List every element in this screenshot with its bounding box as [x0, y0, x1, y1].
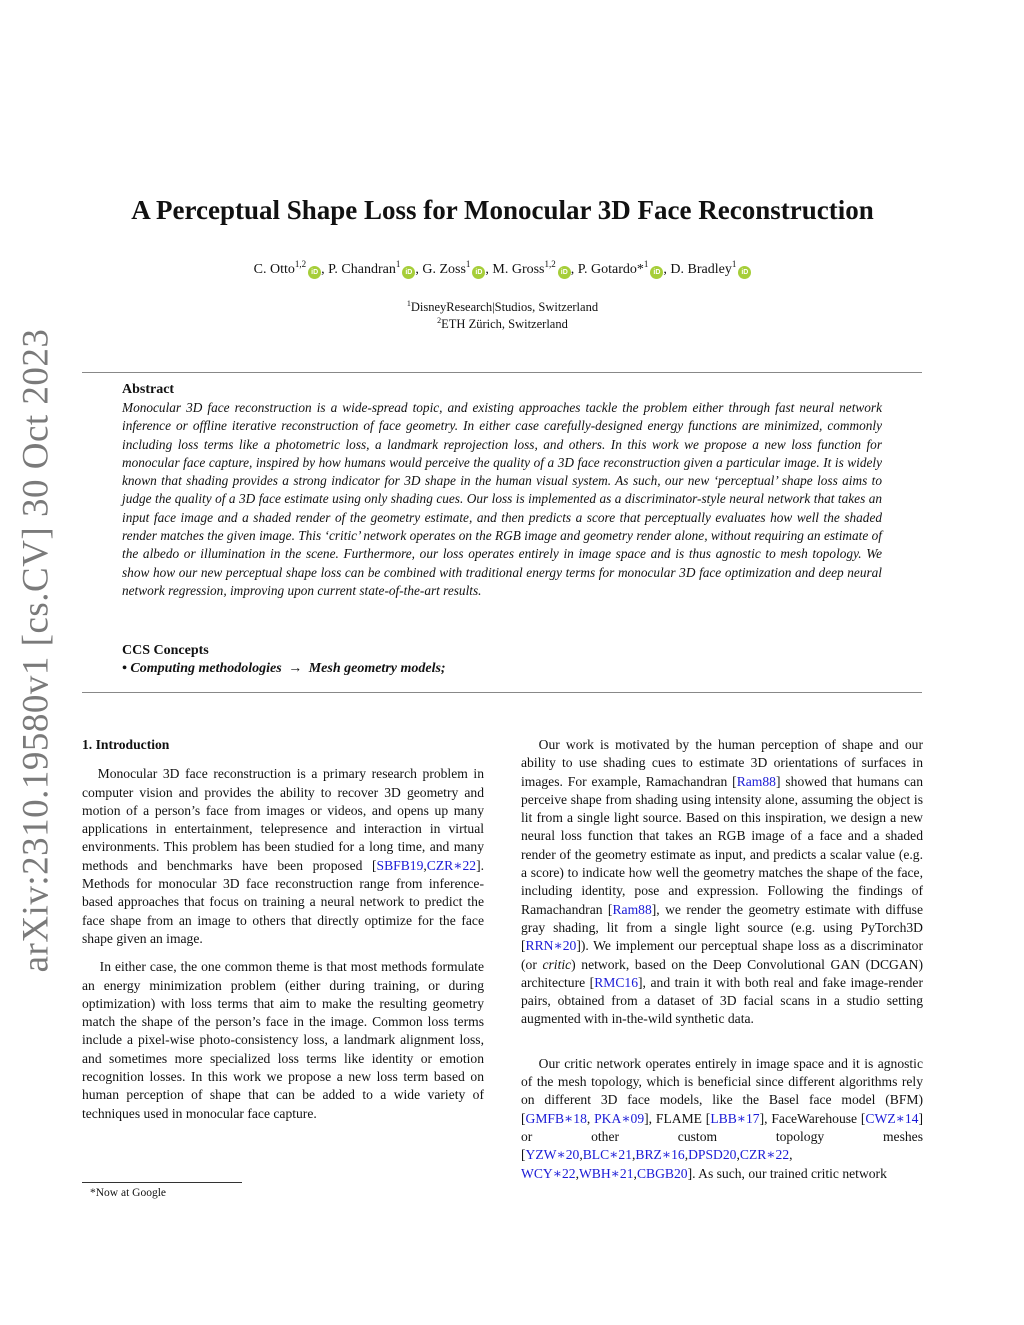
citation-link[interactable]: BLC∗21 [582, 1147, 633, 1163]
arxiv-id-text: arXiv:2310.19580v1 [cs.CV] 30 Oct 2023 [15, 328, 57, 972]
body-text: ], FLAME [ [644, 1110, 711, 1126]
abstract-heading: Abstract [122, 382, 175, 397]
ccs-category: Computing methodologies [130, 661, 282, 676]
citation-link[interactable]: BRZ∗16 [635, 1147, 685, 1163]
citation-link[interactable]: PKA∗09 [594, 1110, 645, 1126]
body-text: , [684, 1147, 689, 1163]
body-text: ], we render the geometry estimate with diffuse gray shading, lit from a single light source (e.g. using PyTorch3D [ [521, 901, 924, 954]
paper-title: A Perceptual Shape Loss for Monocular 3D Face Reconstruction [131, 195, 874, 225]
body-text: , [789, 1147, 793, 1163]
citation-link[interactable]: YZW∗20 [525, 1147, 580, 1163]
citation-link[interactable]: DPSD20 [688, 1147, 737, 1163]
arxiv-watermark [6, 328, 66, 972]
citation-link[interactable]: WBH∗21 [578, 1165, 634, 1181]
abstract-divider [82, 692, 922, 693]
body-text: ] or other custom topology meshes [ [521, 1110, 923, 1163]
citation-link[interactable]: Ram88 [736, 773, 776, 789]
emphasis-text: critic [542, 956, 572, 972]
intro-paragraph-4 [521, 1055, 923, 1183]
body-text: In either case, the one common theme is that most methods formulate an energy minimization problem (either during training, or during optimization) with loss terms that aim to make the resulting geometry match the shape of the person’s face in the image. Common loss terms include a pixel-wise photo-consistency loss, a landmark alignment loss, and sometimes more specialized loss terms like identity or emotion recognition losses. In this work we propose a new loss term based on human perception of shape that can be added to a wide variety of techniques used in monocular face capture. [82, 959, 484, 1121]
citation-link[interactable]: Ram88 [612, 901, 652, 917]
citation-link[interactable]: WCY∗22 [521, 1165, 576, 1181]
ccs-bullet: • [122, 661, 127, 676]
author-name: P. Gotardo* [577, 262, 644, 277]
author-separator: , [321, 262, 329, 277]
orcid-icon[interactable]: iD [738, 266, 751, 279]
body-text: , [575, 1165, 579, 1181]
body-text: , [586, 1110, 595, 1126]
author-name: D. Bradley [670, 262, 732, 277]
body-text: , [423, 857, 427, 873]
orcid-icon[interactable]: iD [472, 266, 485, 279]
section-heading: 1. Introduction [82, 737, 170, 752]
author-affiliation-mark: 1 [731, 259, 737, 269]
ccs-heading: CCS Concepts [122, 643, 209, 658]
left-column [82, 736, 484, 1133]
header-divider [82, 372, 922, 373]
body-text: , [632, 1147, 636, 1163]
author-list [80, 260, 925, 280]
orcid-icon[interactable]: iD [308, 266, 321, 279]
citation-link[interactable]: CBGB20 [636, 1165, 688, 1181]
intro-paragraph-2 [82, 958, 484, 1123]
ccs-arrow: → [288, 661, 303, 676]
author-affiliation-mark: 1 [395, 259, 401, 269]
citation-link[interactable]: CZR∗22 [426, 857, 477, 873]
citation-link[interactable]: RMC16 [594, 974, 639, 990]
affiliation-text: DisneyResearch|Studios, Switzerland [410, 300, 599, 314]
author-affiliation-mark: 1 [465, 259, 471, 269]
orcid-icon[interactable]: iD [402, 266, 415, 279]
orcid-icon[interactable]: iD [558, 266, 571, 279]
orcid-icon[interactable]: iD [650, 266, 663, 279]
footnote-divider [82, 1182, 242, 1183]
body-text: , [736, 1147, 740, 1163]
affiliation-list [80, 299, 925, 333]
citation-link[interactable]: RRN∗20 [525, 938, 577, 954]
author-name: C. Otto [253, 262, 295, 277]
body-text: ], and train it with both real and fake image-render pairs, obtained from a dataset of 3D facial scans in a studio setting augmented with in-the-wild synthetic data. [521, 974, 923, 1027]
affiliation-line [80, 316, 925, 333]
body-text: ]. As such, our trained critic network [687, 1165, 887, 1181]
citation-link[interactable]: GMFB∗18 [525, 1110, 587, 1126]
author-affiliation-mark: 1,2 [294, 259, 307, 269]
ccs-concept [122, 660, 446, 678]
body-text: Monocular 3D face reconstruction is a primary research problem in computer vision and provides the ability to recover 3D geometry and motion of a person’s face from images or videos, and opens up many applications in entertainment, telepresence and interaction in virtual environments. This problem has been studied for a long time, and many methods and benchmarks have been proposed [ [82, 766, 484, 873]
body-text: , [579, 1147, 583, 1163]
abstract-text: Monocular 3D face reconstruction is a wide-spread topic, and existing approaches tackle the problem either through fast neural network inference or offline iterative reconstruction of face geometry. In either case carefully-designed energy functions are minimized, commonly including loss terms like a photometric loss, a landmark reprojection loss, and others. In this work we propose a new loss function for monocular face capture, inspired by how humans would perceive the quality of a 3D face reconstruction given a particular image. It is widely known that shading provides a strong indicator for 3D shape in the human visual system. As such, our new ‘perceptual’ shape loss aims to judge the quality of a 3D face estimate using only shading cues. Our loss is implemented as a discriminator-style neural network that takes an input face image and a shaded render of the geometry estimate, and then predicts a score that perceptually evaluates how well the shaded render matches the given image. This ‘critic’ network operates on the RGB image and geometry render alone, without requiring an estimate of the albedo or illumination in the scene. Furthermore, our loss operates entirely in image space and is thus agnostic to mesh topology. We show how our new perceptual shape loss can be combined with traditional energy terms for monocular 3D face optimization and deep neural network regression, improving upon current state-of-the-art results. [122, 400, 882, 598]
body-text: ]. Methods for monocular 3D face reconstruction range from inference-based approaches that focus on training a neural network to predict the face shape from an image to others that directly optimize for the face shape given an image. [82, 857, 484, 946]
body-text: ] showed that humans can perceive shape from shading using intensity alone, assuming the object is lit from a single light source. Based on this inspiration, we design a new neural loss function that takes an RGB image of a face and a shaded render of the geometry estimate as input, and predicts a scalar value (e.g. a score) to indicate how well the geometry matches the shape of the face, including identity, pose and expression. Following the findings of Ramachandran [ [521, 773, 923, 917]
citation-link[interactable]: CWZ∗14 [865, 1110, 919, 1126]
body-text: Our critic network operates entirely in image space and it is agnostic of the mesh topology, which is beneficial since different algorithms rely on different 3D face models, like the Basel face model (BFM) [ [521, 1055, 923, 1126]
author-name: G. Zoss [422, 262, 466, 277]
intro-paragraph-1 [82, 765, 484, 948]
body-text: Our work is motivated by the human perception of shape and our ability to use shading cues to estimate 3D orientations of surfaces in images. For example, Ramachandran [ [521, 737, 923, 789]
citation-link[interactable]: SBFB19 [376, 857, 424, 873]
body-text: ]). We implement our perceptual shape loss as a discriminator (or [521, 938, 923, 972]
intro-paragraph-3 [521, 736, 923, 1029]
author-name: P. Chandran [328, 262, 396, 277]
author-separator: , [415, 262, 423, 277]
citation-link[interactable]: CZR∗22 [739, 1147, 790, 1163]
author-separator: , [663, 262, 671, 277]
right-column [521, 736, 923, 1193]
body-text: , [633, 1165, 637, 1181]
body-text: ) network, based on the Deep Convolutional GAN (DCGAN) architecture [ [521, 956, 923, 990]
author-separator: , [570, 262, 578, 277]
author-separator: , [485, 262, 493, 277]
affiliation-text: ETH Zürich, Switzerland [441, 317, 568, 331]
affiliation-number: 2 [437, 316, 442, 325]
author-name: M. Gross [492, 262, 545, 277]
author-affiliation-mark: 1,2 [544, 259, 556, 269]
affiliation-line [80, 299, 925, 316]
author-affiliation-mark: 1 [643, 259, 649, 269]
footnote: *Now at Google [90, 1187, 167, 1199]
citation-link[interactable]: LBB∗17 [710, 1110, 760, 1126]
body-text: ], FaceWarehouse [ [759, 1110, 866, 1126]
ccs-concept-name: Mesh geometry models; [308, 661, 446, 676]
affiliation-number: 1 [406, 299, 411, 308]
